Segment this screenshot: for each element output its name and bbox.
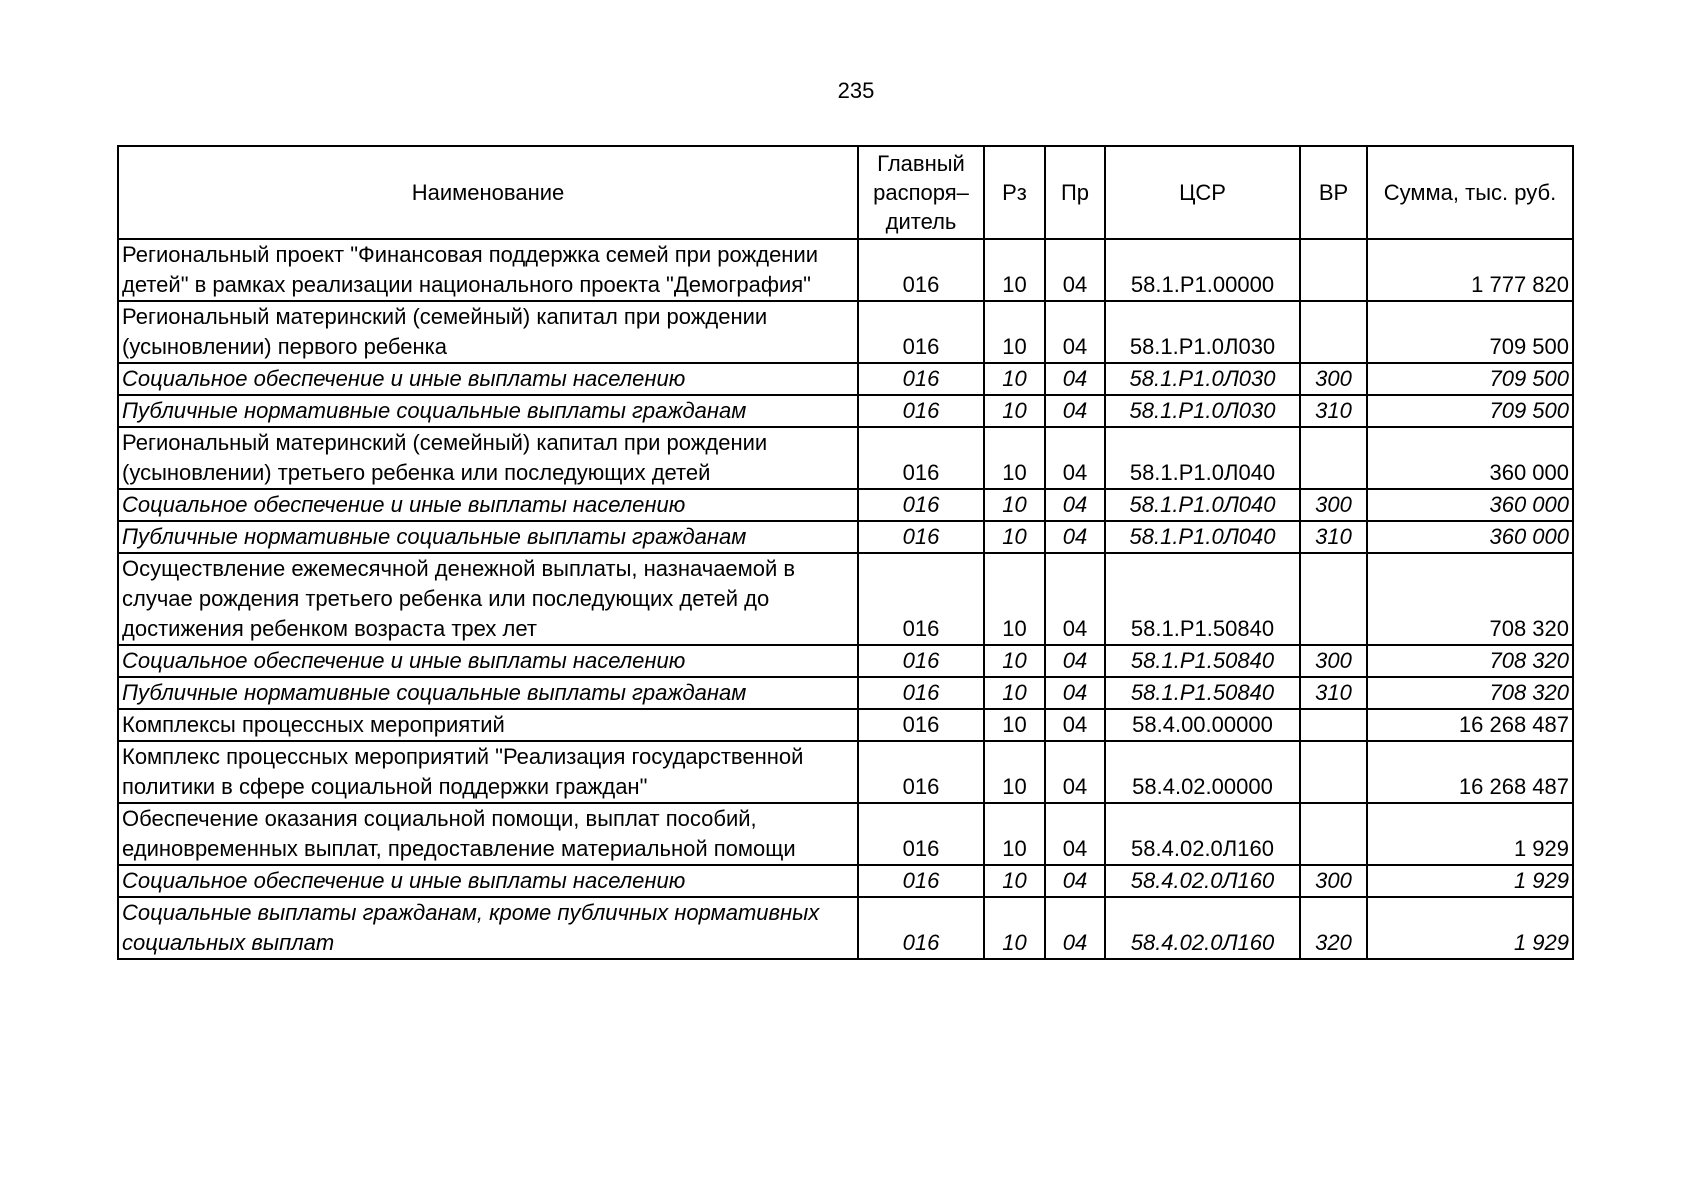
cell-name: Публичные нормативные социальные выплаты гражданам xyxy=(118,677,858,709)
cell-csr: 58.1.Р1.0Л040 xyxy=(1105,427,1300,489)
cell-pr: 04 xyxy=(1045,363,1105,395)
cell-sum: 1 929 xyxy=(1367,865,1573,897)
cell-csr: 58.4.00.00000 xyxy=(1105,709,1300,741)
cell-admin: 016 xyxy=(858,363,984,395)
cell-sum: 16 268 487 xyxy=(1367,709,1573,741)
cell-csr: 58.1.Р1.00000 xyxy=(1105,239,1300,301)
table-row xyxy=(118,645,1573,677)
cell-csr: 58.4.02.00000 xyxy=(1105,741,1300,803)
cell-name: Региональный материнский (семейный) капитал при рождении (усыновлении) третьего ребенка или последующих детей xyxy=(118,427,858,489)
cell-rz: 10 xyxy=(984,677,1045,709)
cell-pr: 04 xyxy=(1045,677,1105,709)
cell-vr: 310 xyxy=(1300,521,1367,553)
table-row xyxy=(118,709,1573,741)
cell-name: Комплекс процессных мероприятий "Реализация государственной политики в сфере социальной поддержки граждан" xyxy=(118,741,858,803)
cell-csr: 58.1.Р1.0Л030 xyxy=(1105,395,1300,427)
cell-sum: 1 777 820 xyxy=(1367,239,1573,301)
cell-rz: 10 xyxy=(984,709,1045,741)
cell-name: Социальное обеспечение и иные выплаты населению xyxy=(118,865,858,897)
cell-sum: 16 268 487 xyxy=(1367,741,1573,803)
cell-pr: 04 xyxy=(1045,301,1105,363)
table-row xyxy=(118,553,1573,645)
cell-name: Обеспечение оказания социальной помощи, выплат пособий, единовременных выплат, предоставление материальной помощи xyxy=(118,803,858,865)
cell-admin: 016 xyxy=(858,489,984,521)
cell-rz: 10 xyxy=(984,239,1045,301)
table-row xyxy=(118,741,1573,803)
cell-pr: 04 xyxy=(1045,645,1105,677)
cell-sum: 709 500 xyxy=(1367,363,1573,395)
cell-name: Публичные нормативные социальные выплаты гражданам xyxy=(118,521,858,553)
cell-vr: 310 xyxy=(1300,395,1367,427)
table-row xyxy=(118,897,1573,959)
cell-vr xyxy=(1300,301,1367,363)
cell-vr xyxy=(1300,239,1367,301)
header-rz: Рз xyxy=(984,146,1045,239)
cell-csr: 58.1.Р1.0Л040 xyxy=(1105,521,1300,553)
cell-sum: 708 320 xyxy=(1367,677,1573,709)
cell-pr: 04 xyxy=(1045,709,1105,741)
cell-csr: 58.1.Р1.0Л040 xyxy=(1105,489,1300,521)
cell-vr xyxy=(1300,427,1367,489)
cell-name: Осуществление ежемесячной денежной выплаты, назначаемой в случае рождения третьего ребенка или последующих детей до достижения ребенком возраста трех лет xyxy=(118,553,858,645)
cell-rz: 10 xyxy=(984,645,1045,677)
cell-sum: 360 000 xyxy=(1367,427,1573,489)
cell-pr: 04 xyxy=(1045,395,1105,427)
cell-vr: 310 xyxy=(1300,677,1367,709)
cell-csr: 58.1.Р1.0Л030 xyxy=(1105,301,1300,363)
cell-rz: 10 xyxy=(984,363,1045,395)
page-number: 235 xyxy=(837,78,875,103)
cell-csr: 58.4.02.0Л160 xyxy=(1105,803,1300,865)
cell-csr: 58.1.Р1.50840 xyxy=(1105,677,1300,709)
cell-sum: 1 929 xyxy=(1367,803,1573,865)
table-row xyxy=(118,865,1573,897)
header-name: Наименование xyxy=(118,146,858,239)
table-body xyxy=(118,239,1573,959)
header-admin: Главный распоря– дитель xyxy=(858,146,984,239)
table-row xyxy=(118,489,1573,521)
cell-admin: 016 xyxy=(858,897,984,959)
cell-name: Социальное обеспечение и иные выплаты населению xyxy=(118,489,858,521)
cell-admin: 016 xyxy=(858,741,984,803)
table-row xyxy=(118,301,1573,363)
cell-admin: 016 xyxy=(858,677,984,709)
header-pr: Пр xyxy=(1045,146,1105,239)
cell-vr xyxy=(1300,709,1367,741)
header-vr: ВР xyxy=(1300,146,1367,239)
cell-admin: 016 xyxy=(858,645,984,677)
cell-pr: 04 xyxy=(1045,897,1105,959)
cell-admin: 016 xyxy=(858,553,984,645)
cell-vr xyxy=(1300,553,1367,645)
table-row xyxy=(118,521,1573,553)
cell-vr: 320 xyxy=(1300,897,1367,959)
cell-rz: 10 xyxy=(984,803,1045,865)
cell-admin: 016 xyxy=(858,301,984,363)
cell-name: Социальное обеспечение и иные выплаты населению xyxy=(118,645,858,677)
cell-sum: 709 500 xyxy=(1367,301,1573,363)
cell-csr: 58.1.Р1.50840 xyxy=(1105,553,1300,645)
cell-pr: 04 xyxy=(1045,553,1105,645)
cell-rz: 10 xyxy=(984,395,1045,427)
cell-name: Региональный проект "Финансовая поддержка семей при рождении детей" в рамках реализации национального проекта "Демография" xyxy=(118,239,858,301)
cell-rz: 10 xyxy=(984,489,1045,521)
cell-sum: 709 500 xyxy=(1367,395,1573,427)
cell-rz: 10 xyxy=(984,521,1045,553)
cell-rz: 10 xyxy=(984,301,1045,363)
cell-vr xyxy=(1300,803,1367,865)
table-row xyxy=(118,427,1573,489)
cell-rz: 10 xyxy=(984,897,1045,959)
cell-name: Социальные выплаты гражданам, кроме публичных нормативных социальных выплат xyxy=(118,897,858,959)
cell-pr: 04 xyxy=(1045,741,1105,803)
table-row xyxy=(118,395,1573,427)
cell-pr: 04 xyxy=(1045,803,1105,865)
table-row xyxy=(118,677,1573,709)
cell-pr: 04 xyxy=(1045,489,1105,521)
cell-rz: 10 xyxy=(984,427,1045,489)
cell-rz: 10 xyxy=(984,865,1045,897)
header-csr: ЦСР xyxy=(1105,146,1300,239)
cell-csr: 58.4.02.0Л160 xyxy=(1105,865,1300,897)
cell-admin: 016 xyxy=(858,709,984,741)
cell-sum: 708 320 xyxy=(1367,645,1573,677)
cell-rz: 10 xyxy=(984,741,1045,803)
cell-admin: 016 xyxy=(858,395,984,427)
cell-admin: 016 xyxy=(858,865,984,897)
cell-admin: 016 xyxy=(858,521,984,553)
table-header-row xyxy=(118,146,1573,239)
cell-name: Комплексы процессных мероприятий xyxy=(118,709,858,741)
cell-sum: 360 000 xyxy=(1367,489,1573,521)
cell-vr: 300 xyxy=(1300,363,1367,395)
cell-csr: 58.4.02.0Л160 xyxy=(1105,897,1300,959)
cell-name: Региональный материнский (семейный) капитал при рождении (усыновлении) первого ребенка xyxy=(118,301,858,363)
table-row xyxy=(118,239,1573,301)
cell-name: Социальное обеспечение и иные выплаты населению xyxy=(118,363,858,395)
table-row xyxy=(118,803,1573,865)
cell-sum: 708 320 xyxy=(1367,553,1573,645)
cell-pr: 04 xyxy=(1045,427,1105,489)
cell-csr: 58.1.Р1.0Л030 xyxy=(1105,363,1300,395)
cell-csr: 58.1.Р1.50840 xyxy=(1105,645,1300,677)
cell-sum: 1 929 xyxy=(1367,897,1573,959)
cell-name: Публичные нормативные социальные выплаты гражданам xyxy=(118,395,858,427)
cell-pr: 04 xyxy=(1045,521,1105,553)
cell-sum: 360 000 xyxy=(1367,521,1573,553)
cell-admin: 016 xyxy=(858,803,984,865)
cell-vr xyxy=(1300,741,1367,803)
budget-table xyxy=(117,145,1574,960)
cell-pr: 04 xyxy=(1045,239,1105,301)
cell-rz: 10 xyxy=(984,553,1045,645)
header-sum: Сумма, тыс. руб. xyxy=(1367,146,1573,239)
cell-vr: 300 xyxy=(1300,865,1367,897)
cell-vr: 300 xyxy=(1300,645,1367,677)
table-row xyxy=(118,363,1573,395)
cell-admin: 016 xyxy=(858,239,984,301)
cell-pr: 04 xyxy=(1045,865,1105,897)
cell-vr: 300 xyxy=(1300,489,1367,521)
cell-admin: 016 xyxy=(858,427,984,489)
